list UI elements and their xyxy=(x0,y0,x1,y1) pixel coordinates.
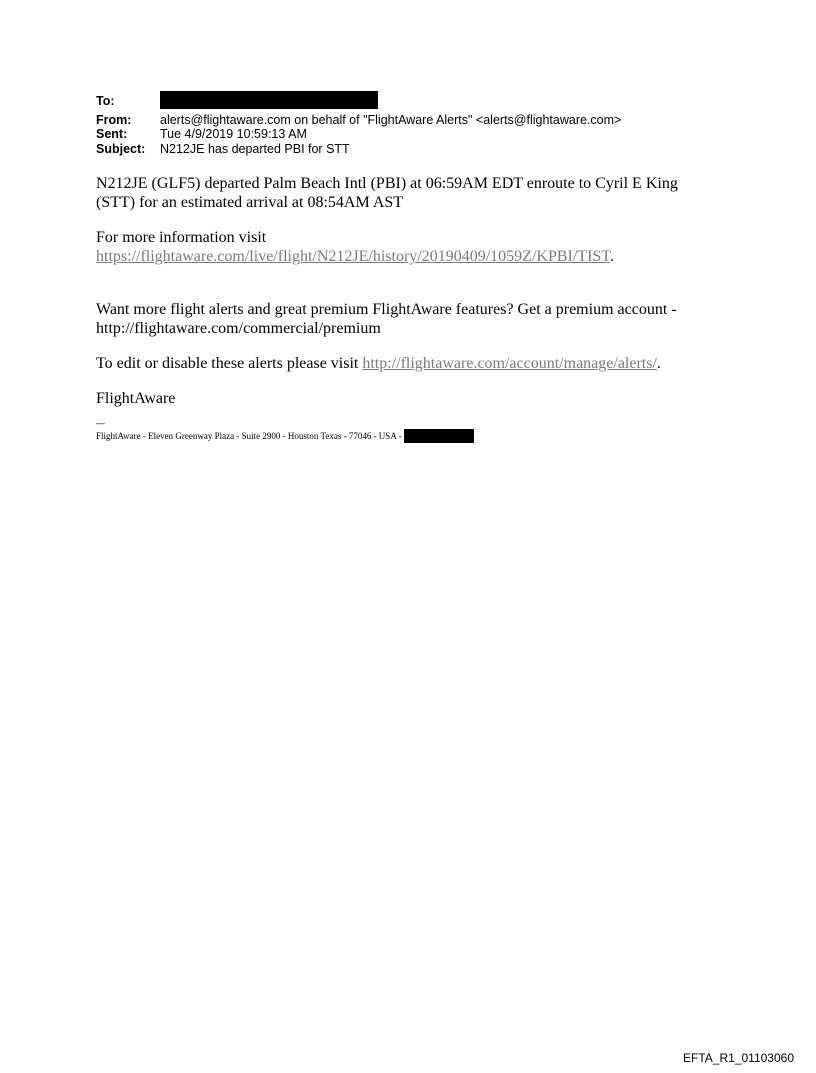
premium-line-2: http://flightaware.com/commercial/premium xyxy=(96,320,381,337)
from-value: alerts@flightaware.com on behalf of "FlightAware Alerts" <alerts@flightaware.com> xyxy=(160,112,622,127)
redaction-box xyxy=(404,429,474,443)
bates-stamp: EFTA_R1_01103060 xyxy=(683,1051,794,1065)
header-subject-row xyxy=(96,142,621,157)
more-info-period: . xyxy=(609,248,614,265)
departure-line-2: (STT) for an estimated arrival at 08:54AM AST xyxy=(96,194,404,211)
departure-paragraph xyxy=(96,174,716,212)
sent-label: Sent: xyxy=(96,127,128,141)
more-info-paragraph xyxy=(96,228,716,266)
manage-alerts-text: To edit or disable these alerts please visit xyxy=(96,355,363,372)
email-footer xyxy=(96,418,474,443)
header-to-row xyxy=(96,94,621,113)
signature: FlightAware xyxy=(96,390,176,407)
footer-separator: --- xyxy=(96,418,105,428)
email-header xyxy=(96,94,621,156)
to-label: To: xyxy=(96,94,115,108)
header-from-row xyxy=(96,113,621,128)
departure-line-1: N212JE (GLF5) departed Palm Beach Intl (PBI) at 06:59AM EDT enroute to Cyril E King xyxy=(96,175,678,192)
sent-value: Tue 4/9/2019 10:59:13 AM xyxy=(160,127,307,141)
header-sent-row xyxy=(96,127,621,142)
subject-label: Subject: xyxy=(96,141,146,156)
manage-alerts-paragraph xyxy=(96,354,716,373)
flight-history-link[interactable]: https://flightaware.com/live/flight/N212JE/history/20190409/1059Z/KPBI/TIST xyxy=(96,248,610,265)
manage-alerts-link[interactable]: http://flightaware.com/account/manage/alerts/ xyxy=(362,355,657,372)
more-info-text: For more information visit xyxy=(96,229,267,246)
subject-value: N212JE has departed PBI for STT xyxy=(160,141,350,156)
to-value xyxy=(160,94,378,113)
premium-line-1: Want more flight alerts and great premium FlightAware features? Get a premium account - xyxy=(96,301,677,318)
premium-paragraph xyxy=(96,300,716,338)
footer-address: FlightAware - Eleven Greenway Plaza - Suite 2900 - Houston Texas - 77046 - USA - xyxy=(96,430,402,441)
manage-alerts-period: . xyxy=(656,355,661,372)
email-body xyxy=(96,174,716,424)
footer-address-line xyxy=(96,429,474,443)
redaction-box xyxy=(160,91,378,109)
from-label: From: xyxy=(96,112,132,127)
